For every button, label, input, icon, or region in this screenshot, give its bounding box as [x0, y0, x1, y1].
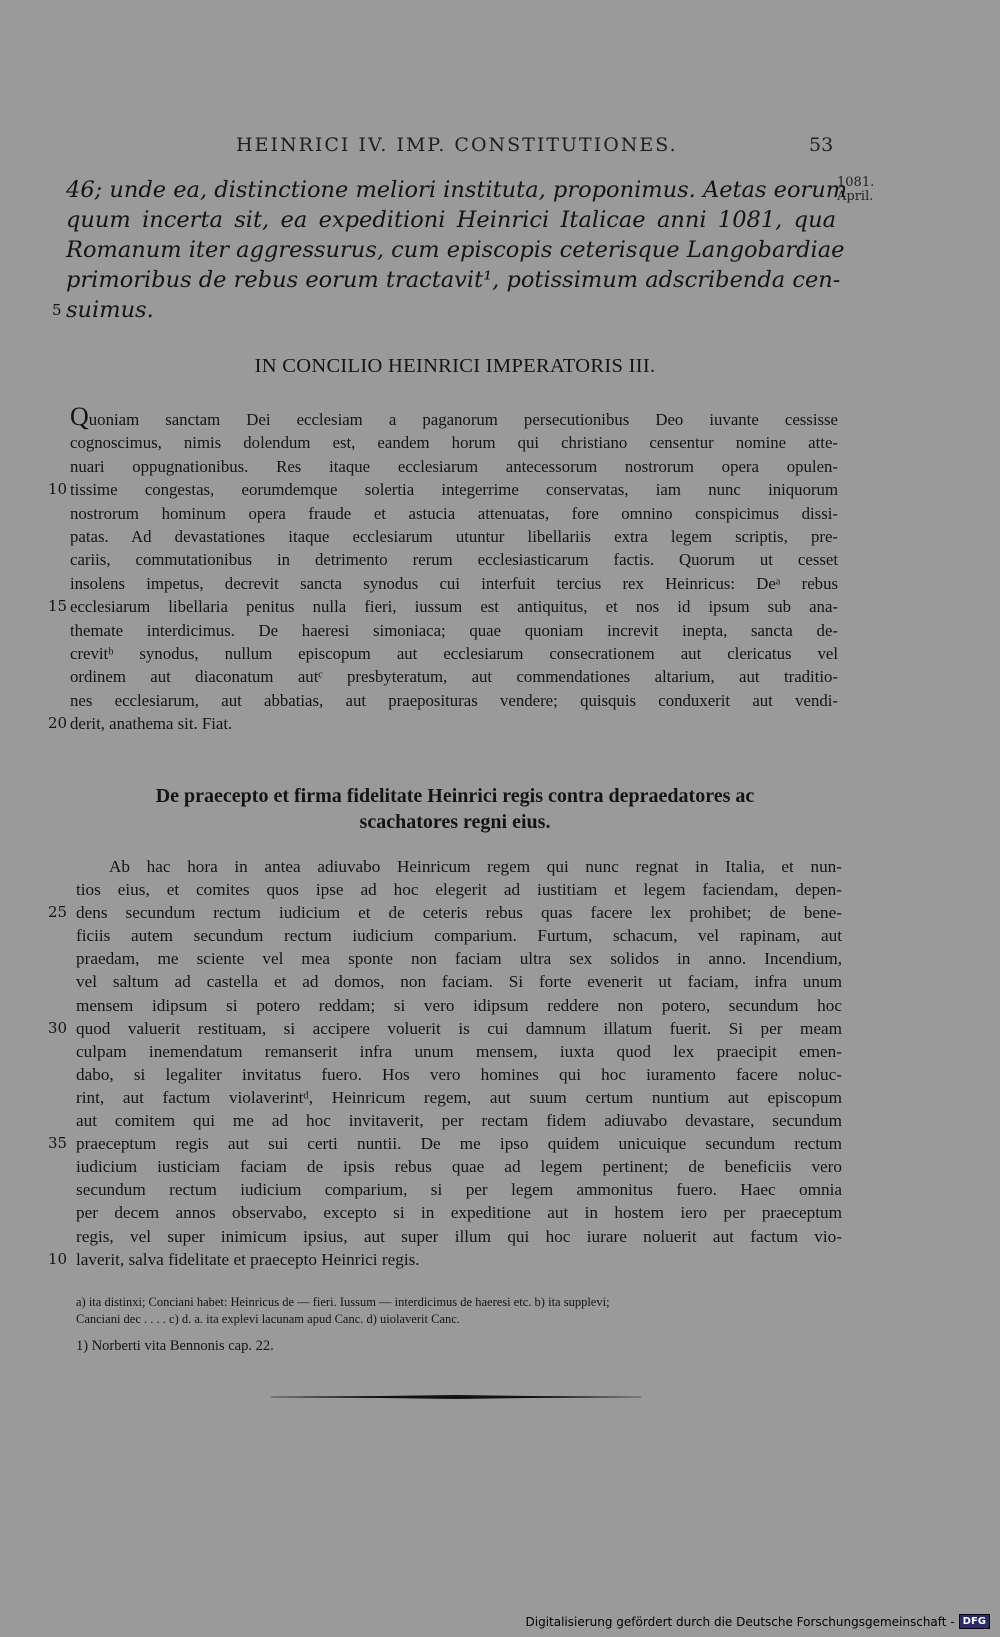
text-line: aut comitem qui me ad hoc invitaverit, per rectam fidem adiuvabo devastare, secundum: [76, 1111, 842, 1131]
text-line-content: laverit, salva fidelitate et praecepto Heinrici regis.: [76, 1249, 420, 1269]
text-line: [70, 402, 838, 431]
line-number: 10: [48, 480, 68, 499]
text-line: ficiis autem secundum rectum iudicium comparium. Furtum, schacum, vel rapinam, aut: [76, 926, 842, 946]
intro-paragraph: [52, 175, 848, 325]
text-line: tios eius, et comites quos ipse ad hoc elegerit ad iustitiam et legem faciendam, depen-: [76, 880, 842, 900]
text-line: quum incerta sit, ea expeditioni Heinrici Italicae anni 1081, qua: [66, 207, 836, 233]
text-line: ordinem aut diaconatum autᶜ presbyteratum, aut commendationes altarium, aut traditio-: [70, 667, 838, 687]
text-line-content: dens secundum rectum iudicium et de ceteris rebus quas facere lex prohibet; de bene-: [76, 903, 842, 923]
section-body: [48, 402, 838, 736]
text-line: culpam inemendatum remanserit infra unum mensem, iuxta quod lex praecipit emen-: [76, 1041, 842, 1061]
text-line: nes ecclesiarum, aut abbatias, aut praeposituras vendere; quisquis conduxerit aut vendi-: [70, 690, 838, 710]
text-line: 46; unde ea, distinctione meliori instituta, proponimus. Aetas eorum: [66, 177, 848, 203]
line-number: 30: [48, 1018, 68, 1037]
ornamental-rule: [271, 1395, 641, 1399]
text-line: mensem idipsum si potero reddam; si vero idipsum reddere non potero, secundum hoc: [76, 995, 842, 1015]
line-number: 20: [48, 714, 68, 733]
footnote-line: a) ita distinxi; Conciani habet: Heinricus de — fieri. Iussum — interdicimus de haeresi etc. b) ita supplevi;: [76, 1295, 610, 1309]
line-number: 25: [48, 903, 68, 922]
line-number: 35: [48, 1134, 68, 1153]
text-line: patas. Ad devastationes itaque ecclesiarum utuntur libellariis extra legem scriptis, pre-: [70, 527, 838, 547]
text-line: cognoscimus, nimis dolendum est, eandem horum qui christiano censentur nomine atte-: [70, 433, 838, 453]
critical-apparatus: [76, 1294, 842, 1328]
margin-month: April.: [837, 189, 874, 204]
text-line: rint, aut factum violaverintᵈ, Heinricum regem, aut suum certum nuntium aut episcopum: [76, 1087, 842, 1107]
text-line: cariis, commutationibus in detrimento rerum ecclesiasticarum factis. Quorum ut cesset: [70, 550, 838, 570]
text-line: [48, 712, 838, 735]
line-number: 15: [48, 597, 68, 616]
text-line-content: tissime congestas, eorumdemque solertia integerrime conservatas, iam nunc iniquorum: [70, 480, 838, 500]
text-line: Romanum iter aggressurus, cum episcopis ceterisque Langobardiae: [66, 237, 845, 263]
dfg-logo-icon: DFG: [959, 1614, 990, 1629]
line-number: 10: [48, 1249, 68, 1268]
text-line: [48, 595, 838, 618]
text-line-content: quod valuerit restituam, si accipere voluerit is cui damnum illatum fuerit. Si per meam: [76, 1018, 842, 1038]
running-head: HEINRICI IV. IMP. CONSTITUTIONES.: [236, 134, 678, 156]
text-line: iudicium iusticiam faciam de ipsis rebus quae ad legem pertinent; de beneficiis vero: [76, 1157, 842, 1177]
text-line: [48, 478, 838, 501]
text-line: crevitᵇ synodus, nullum episcopum aut ecclesiarum consecrationem aut clericatus vel: [70, 644, 838, 664]
text-line: [48, 901, 842, 924]
text-line: themate interdicimus. De haeresi simoniaca; quae quoniam increvit inepta, sancta de-: [70, 620, 838, 640]
text-line: praedam, me sciente vel mea sponte non faciam ultra sex solidos in anno. Incendium,: [76, 949, 842, 969]
text-line: [48, 1132, 842, 1155]
text-line: vel saltum ad castella et ad domos, non faciam. Si forte evenerit ut faciam, infra unum: [76, 972, 842, 992]
section-body: [48, 855, 842, 1271]
text-line: nuari oppugnationibus. Res itaque ecclesiarum antecessorum nostrorum opera opulen-: [70, 456, 838, 476]
text-line: insolens impetus, decrevit sancta synodus cui interfuit tercius rex Heinricus: Deᵃ rebus: [70, 573, 838, 593]
text-line: nostrorum hominum opera fraude et astucia attenuatas, fore omnino conspicimus dissi-: [70, 503, 838, 523]
footnote-line: Canciani dec . . . . c) d. a. ita explevi lacunam apud Canc. d) uiolaverit Canc.: [76, 1312, 460, 1326]
line-number: 5: [52, 301, 62, 319]
text-line-content: suimus.: [66, 297, 154, 323]
text-line: secundum rectum iudicium comparium, si per legem ammonitus fuero. Haec omnia: [76, 1180, 842, 1200]
credit-text: Digitalisierung gefördert durch die Deutsche Forschungsgemeinschaft -: [525, 1614, 955, 1629]
text-line: [52, 295, 836, 325]
section-heading: [0, 783, 910, 835]
page-number: 53: [809, 134, 834, 156]
text-line: primoribus de rebus eorum tractavit¹, potissimum adscribenda cen-: [66, 267, 841, 293]
text-line: Ab hac hora in antea adiuvabo Heinricum regem qui nunc regnat in Italia, et nun-: [109, 857, 842, 876]
text-line-content: uoniam sanctam Dei ecclesiam a paganorum persecutionibus Deo iuvante cessisse: [88, 410, 838, 429]
text-line: per decem annos observabo, excepto si in expeditione aut in hostem iero per praeceptum: [76, 1203, 842, 1223]
drop-cap: Q: [70, 402, 89, 431]
text-line-content: ecclesiarum libellaria penitus nulla fieri, iussum est antiquitus, et nos id ipsum sub ana-: [70, 597, 838, 617]
text-line: regis, vel super inimicum ipsius, aut super illum qui hoc iurare noluerit aut factum vio-: [76, 1226, 842, 1246]
heading-line: scachatores regni eius.: [359, 811, 551, 833]
section-heading: IN CONCILIO HEINRICI IMPERATORIS III.: [254, 355, 656, 377]
text-line: dabo, si legaliter invitatus fuero. Hos vero homines qui hoc iuramento facere noluc-: [76, 1064, 842, 1084]
text-line-content: derit, anathema sit. Fiat.: [70, 714, 233, 734]
text-line: [48, 1248, 842, 1271]
text-line: [48, 1017, 842, 1040]
margin-year: 1081.: [837, 175, 875, 190]
text-line-content: praeceptum regis aut sui certi nuntii. De me ipso quidem unicuique secundum rectum: [76, 1134, 842, 1154]
heading-line: De praecepto et firma fidelitate Heinrici regis contra depraedatores ac: [155, 785, 755, 807]
digitization-credit: [526, 1614, 991, 1629]
footnote: 1) Norberti vita Bennonis cap. 22.: [76, 1338, 274, 1354]
